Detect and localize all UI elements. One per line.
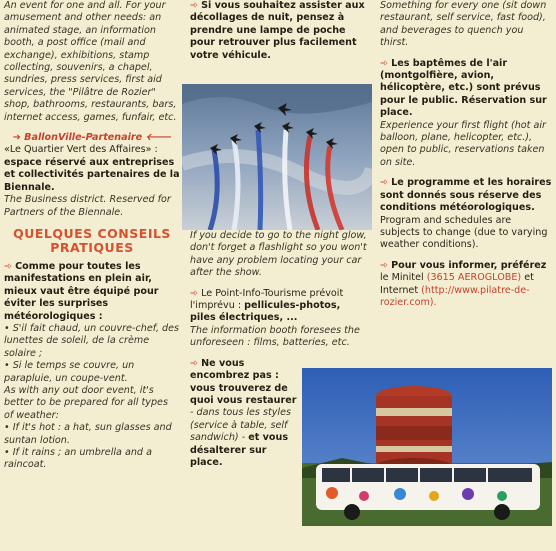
info-en: The information booth foresees the unforeseen : films, batteries, etc.: [190, 324, 360, 349]
info-fr-lead: Le Point-Info-Tourisme prévoit l'imprévu :: [190, 287, 344, 312]
intro-text-en: An event for one and all. For your amusement and other needs: an animated stage, an information booth, a post office (mail and exchange), exhibitions, stamp collecting, souvenirs, a chapel, sundries, press services, first aid services, the "Pilâtre de Rozier" shop, bathrooms, restaurants, bars, internet access, games, funfair, etc.: [4, 0, 177, 123]
arrow-right-icon: ➾: [190, 357, 199, 369]
contact-minitel: le Minitel: [380, 272, 424, 284]
night-fr: [190, 0, 368, 62]
partner-text-fr: [4, 144, 180, 194]
food-fr-bold: Ne vous encombrez pas : vous trouverez de quoi vous restaurer: [190, 357, 297, 406]
partner-title: [4, 132, 180, 144]
info-fr-bold: pellicules-photos, piles électriques, ...: [190, 300, 341, 324]
section-heading: QUELQUES CONSEILS PRATIQUES: [13, 225, 171, 255]
balloon-bus-image: [302, 368, 552, 526]
food-fr-end: et vous désalterer sur place.: [190, 432, 289, 468]
arrow-right-icon: ➾: [190, 287, 199, 299]
arrow-right-icon: ➾: [380, 177, 389, 189]
arrow-right-icon: ➾: [4, 260, 13, 272]
contact-fr: [380, 260, 552, 310]
rain-fr: • Si le temps se couvre, un parapluie, un coupe-vent.: [4, 360, 135, 384]
hot-fr: • S'il fait chaud, un couvre-chef, des lunettes de soleil, de la crème solaire ;: [4, 322, 180, 359]
contact-code: (3615 AEROGLOBE): [426, 272, 522, 284]
food-fr: [190, 358, 298, 470]
arrow-right-icon: ➔: [12, 132, 21, 144]
program-en: Program and schedules are subjects to change (due to varying weather conditions).: [380, 214, 548, 251]
arrow-right-icon: ➾: [380, 57, 389, 69]
night-en: If you decide to go to the night glow, don't forget a flashlight so you won't have any problem locating your car after the show.: [190, 230, 367, 279]
contact-fr-bold: Pour vous informer, préférez: [391, 259, 547, 271]
balloon-bus-photo: [302, 368, 552, 526]
food-fr-mid: - dans tous les styles (service à table, self sandwich) -: [190, 407, 291, 444]
arrow-left-icon: 🡐: [145, 132, 172, 144]
contact-url-link[interactable]: (http://www.pilatre-de-rozier.com).: [380, 284, 530, 308]
flight-en: Experience your first flight (hot air balloon, plane, helicopter, etc.), open to public, reservations taken on site.: [380, 119, 546, 168]
jets-image: [182, 84, 372, 230]
advice-en: As with any out door event, it's better to be prepared for all types of weather:: [4, 384, 168, 421]
program-fr-text: Le programme et les horaires sont donnés sous réserve des conditions météorologiques.: [380, 177, 552, 214]
info-fr: [190, 288, 368, 325]
advice-fr: [4, 261, 180, 323]
program-fr: [380, 177, 552, 214]
arrow-right-icon: ➾: [380, 259, 389, 271]
partner-bold: espace réservé aux entreprises et collectivités partenaires de la Biennale.: [4, 156, 180, 193]
contact-and: et Internet: [380, 272, 534, 296]
hot-en: • If it's hot : a hat, sun glasses and suntan lotion.: [4, 422, 172, 446]
jets-photo: [182, 84, 372, 230]
food-en: Something for every one (sit down restaurant, self service, fast food), and beverages to quench you thirst.: [380, 0, 547, 49]
partner-title-label: BallonVille-Partenaire: [24, 132, 143, 144]
advice-fr-text: Comme pour toutes les manifestations en plein air, mieux vaut être équipé pour éviter les surprises météorologiques :: [4, 260, 159, 322]
flight-fr-text: Les baptêmes de l'air (montgolfière, avion, hélicoptère, etc.) sont prévus pour le public. Réservation sur place.: [380, 57, 547, 119]
column-right: [380, 0, 552, 309]
partner-quote: «Le Quartier Vert des Affaires» :: [4, 144, 158, 156]
column-left: [4, 0, 180, 472]
night-fr-text: Si vous souhaitez assister aux décollages de nuit, pensez à prendre une lampe de poche pour retrouver plus facilement votre véhicule.: [190, 0, 365, 61]
partner-text-en: The Business district. Reserved for Partners of the Biennale.: [4, 194, 171, 218]
arrow-right-icon: ➾: [190, 0, 199, 11]
rain-en: • If it rains ; an umbrella and a raincoat.: [4, 447, 152, 471]
flight-fr: [380, 58, 552, 120]
